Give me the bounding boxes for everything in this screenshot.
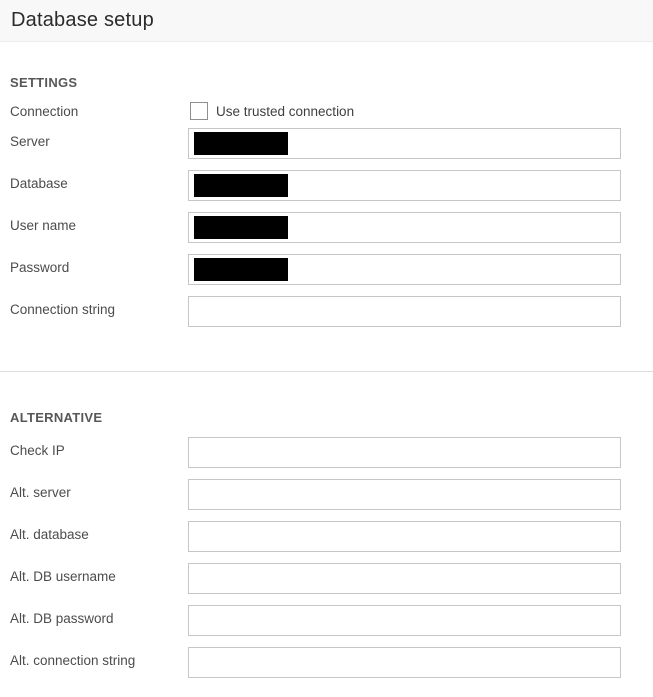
alt-db-password-label: Alt. DB password — [10, 611, 114, 626]
database-redacted-value — [194, 174, 288, 197]
alt-db-password-input[interactable] — [188, 605, 621, 636]
form-row-alt-database — [10, 521, 653, 552]
alt-server-label: Alt. server — [10, 485, 71, 500]
database-input[interactable] — [188, 170, 621, 201]
server-field — [188, 128, 621, 159]
section-heading-alternative: ALTERNATIVE — [10, 410, 103, 425]
password-redacted-value — [194, 258, 288, 281]
form-row-use-trusted-connection — [10, 102, 653, 120]
form-content — [0, 42, 653, 678]
user-name-redacted-value — [194, 216, 288, 239]
form-row-alt-connection-string — [10, 647, 653, 678]
form-row-database — [10, 170, 653, 201]
section-heading-settings: SETTINGS — [10, 75, 78, 90]
user-name-input[interactable] — [188, 212, 621, 243]
use-trusted-connection-label: Connection — [10, 104, 79, 119]
alt-db-username-label: Alt. DB username — [10, 569, 116, 584]
section-settings — [10, 75, 653, 327]
page-header — [0, 0, 653, 42]
password-field — [188, 254, 621, 285]
alt-database-label: Alt. database — [10, 527, 89, 542]
form-row-check-ip — [10, 437, 653, 468]
alt-server-input[interactable] — [188, 479, 621, 510]
form-row-alt-db-username — [10, 563, 653, 594]
password-label: Password — [10, 260, 70, 275]
alt-database-field — [188, 521, 621, 552]
settings-rows — [10, 102, 653, 327]
connection-string-input[interactable] — [188, 296, 621, 327]
alt-connection-string-input[interactable] — [188, 647, 621, 678]
alt-connection-string-label: Alt. connection string — [10, 653, 136, 668]
alt-db-username-input[interactable] — [188, 563, 621, 594]
check-ip-field — [188, 437, 621, 468]
form-row-alt-server — [10, 479, 653, 510]
use-trusted-connection-checkbox-wrap — [188, 102, 621, 120]
form-row-connection-string — [10, 296, 653, 327]
database-field — [188, 170, 621, 201]
section-alternative — [10, 410, 653, 678]
page-title: Database setup — [11, 9, 154, 31]
password-input[interactable] — [188, 254, 621, 285]
server-label: Server — [10, 134, 50, 149]
check-ip-label: Check IP — [10, 443, 65, 458]
alt-connection-string-field — [188, 647, 621, 678]
user-name-field — [188, 212, 621, 243]
connection-string-field — [188, 296, 621, 327]
form-row-server — [10, 128, 653, 159]
use-trusted-connection-checkbox-label[interactable]: Use trusted connection — [216, 103, 355, 119]
use-trusted-connection-checkbox[interactable] — [190, 102, 208, 120]
form-row-alt-db-password — [10, 605, 653, 636]
connection-string-label: Connection string — [10, 302, 116, 317]
form-row-user-name — [10, 212, 653, 243]
check-ip-input[interactable] — [188, 437, 621, 468]
alternative-rows — [10, 437, 653, 678]
server-input[interactable] — [188, 128, 621, 159]
section-divider — [0, 371, 653, 372]
server-redacted-value — [194, 132, 288, 155]
use-trusted-connection-field — [188, 102, 621, 120]
alt-database-input[interactable] — [188, 521, 621, 552]
alt-db-username-field — [188, 563, 621, 594]
database-label: Database — [10, 176, 68, 191]
user-name-label: User name — [10, 218, 77, 233]
alt-db-password-field — [188, 605, 621, 636]
form-row-password — [10, 254, 653, 285]
alt-server-field — [188, 479, 621, 510]
